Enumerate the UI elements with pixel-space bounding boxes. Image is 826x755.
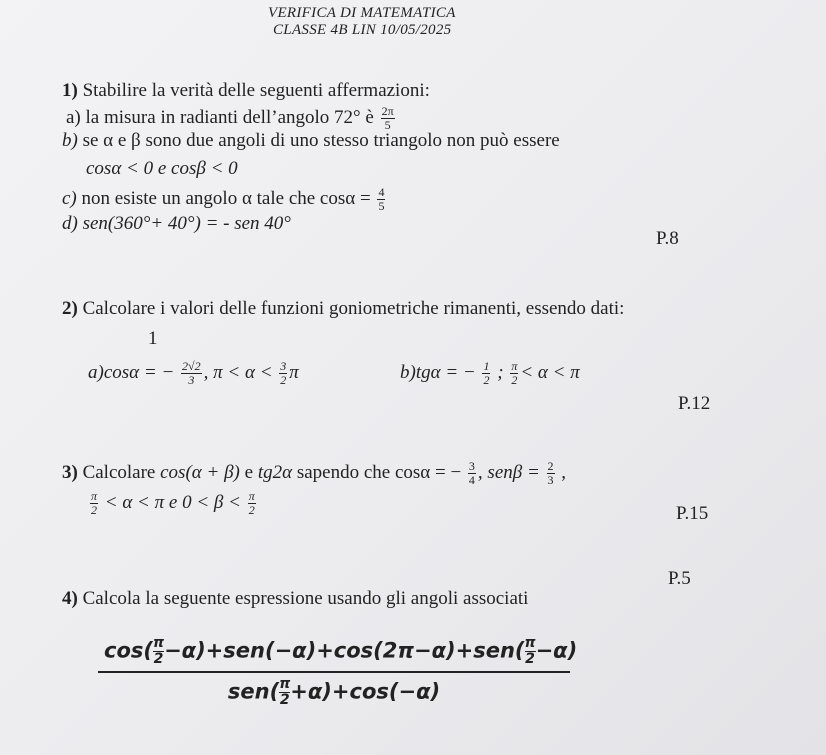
item-text: , senβ =: [477, 461, 540, 483]
fraction-denominator: 2: [91, 503, 97, 517]
expression-text: −α): [535, 638, 578, 663]
fraction: [248, 490, 256, 517]
exercise-3-title: Calcolare: [82, 461, 156, 483]
fraction-numerator: π: [248, 489, 255, 503]
fraction: [181, 360, 202, 387]
exercise-4-number: 4): [62, 588, 78, 609]
item-text: ,: [556, 461, 567, 483]
fraction: [153, 636, 164, 667]
exercise-2-points: P.12: [678, 393, 711, 414]
test-subtitle: CLASSE 4B LIN 10/05/2025: [273, 22, 452, 38]
fraction: [547, 460, 555, 487]
formula: cos(α + β): [160, 461, 240, 483]
expression-text: −α)+sen(−α)+cos(2π−α)+sen(: [164, 638, 525, 663]
exercise-2-number: 2): [62, 298, 78, 319]
fraction: [279, 677, 290, 708]
exercise-1-points: P.8: [656, 228, 679, 249]
exercise-2a: [88, 360, 299, 387]
item-label: c): [62, 187, 77, 209]
fraction-numerator: 3: [468, 459, 475, 473]
fraction-denominator: 2: [248, 503, 255, 517]
fraction-numerator: π: [524, 635, 536, 651]
exercise-4-title: Calcola la seguente espressione usando gli angoli associati: [82, 588, 529, 609]
test-title: VERIFICA DI MATEMATICA: [268, 5, 456, 21]
formula: tg2α: [257, 461, 293, 483]
exercise-2-heading: [62, 298, 624, 320]
fraction: [90, 490, 98, 517]
fraction: [468, 460, 476, 487]
expression-numerator: [98, 635, 578, 673]
item-text: tgα = −: [415, 361, 476, 383]
exercise-4-points: P.5: [668, 568, 691, 589]
fraction: [525, 636, 536, 667]
item-text: e: [244, 461, 254, 483]
handwritten-mark: 1: [148, 328, 158, 349]
item-text: sen(360°+ 40°) = - sen 40°: [82, 213, 291, 234]
expression-text: +α)+cos(−α): [290, 679, 441, 704]
exercise-1-heading: [62, 80, 430, 102]
item-text: , π < α <: [203, 361, 273, 383]
item-text: < α < π: [520, 361, 580, 383]
exercise-3-heading: [62, 460, 566, 487]
item-text: < α < π e 0 < β <: [104, 491, 241, 513]
exercise-1c: [62, 186, 387, 213]
item-text: cosα = −: [103, 361, 175, 383]
fraction-numerator: 2π: [381, 104, 394, 118]
fraction-denominator: 5: [378, 199, 385, 213]
fraction-denominator: 4: [468, 473, 475, 487]
fraction-denominator: 2: [511, 373, 518, 387]
exercise-3-number: 3): [62, 461, 78, 483]
fraction-denominator: 3: [547, 473, 554, 487]
item-text: se α e β sono due angoli di uno stesso triangolo non può essere: [82, 130, 560, 151]
exercise-1-title: Stabilire la verità delle seguenti affermazioni:: [82, 80, 430, 101]
fraction-denominator: 2: [280, 373, 287, 387]
exercise-4-heading: [62, 588, 528, 610]
expression-text: sen(: [227, 679, 280, 704]
fraction-numerator: 2: [547, 459, 554, 473]
fraction: [482, 360, 490, 387]
item-label: b): [400, 361, 416, 383]
exercise-1a: [66, 105, 397, 132]
exercise-1-number: 1): [62, 80, 78, 101]
fraction: [510, 360, 518, 387]
fraction-numerator: π: [279, 676, 291, 692]
item-text: π: [289, 361, 299, 383]
exercise-1b-condition: cosα < 0 e cosβ < 0: [86, 158, 238, 179]
item-text: ;: [492, 361, 504, 383]
fraction-denominator: 5: [384, 118, 391, 132]
item-label: a): [66, 106, 81, 128]
item-label: b): [62, 130, 78, 151]
item-label: d): [62, 213, 78, 234]
fraction: [381, 105, 395, 132]
item-text: sapendo che cosα = −: [296, 461, 462, 483]
item-text: la misura in radianti dell’angolo 72° è: [85, 106, 374, 128]
trig-expression: [98, 635, 578, 708]
exercise-2-title: Calcolare i valori delle funzioni goniometriche rimanenti, essendo dati:: [82, 298, 625, 319]
fraction: [377, 186, 385, 213]
expression-text: cos(: [104, 638, 153, 663]
fraction-denominator: 3: [188, 373, 195, 387]
fraction-numerator: 4: [378, 185, 385, 199]
exercise-3-conditions: [88, 490, 258, 517]
fraction-numerator: π: [511, 359, 518, 373]
exercise-1d: [62, 213, 291, 235]
fraction-denominator: 2: [483, 373, 490, 387]
item-label: a): [88, 361, 104, 383]
fraction-numerator: π: [152, 635, 165, 651]
fraction-denominator: 2: [525, 651, 535, 667]
fraction-denominator: 2: [279, 692, 290, 708]
item-text: non esiste un angolo α tale che cosα =: [81, 187, 371, 209]
fraction: [279, 360, 287, 387]
fraction-numerator: 1: [483, 359, 490, 373]
fraction-numerator: 2√2: [182, 359, 201, 373]
fraction-denominator: 2: [153, 651, 164, 667]
exercise-1b: [62, 130, 560, 152]
exercise-2b: [400, 360, 580, 387]
expression-denominator: [98, 673, 570, 708]
fraction-numerator: 3: [280, 359, 287, 373]
fraction-numerator: π: [91, 489, 98, 503]
exercise-3-points: P.15: [676, 503, 709, 524]
